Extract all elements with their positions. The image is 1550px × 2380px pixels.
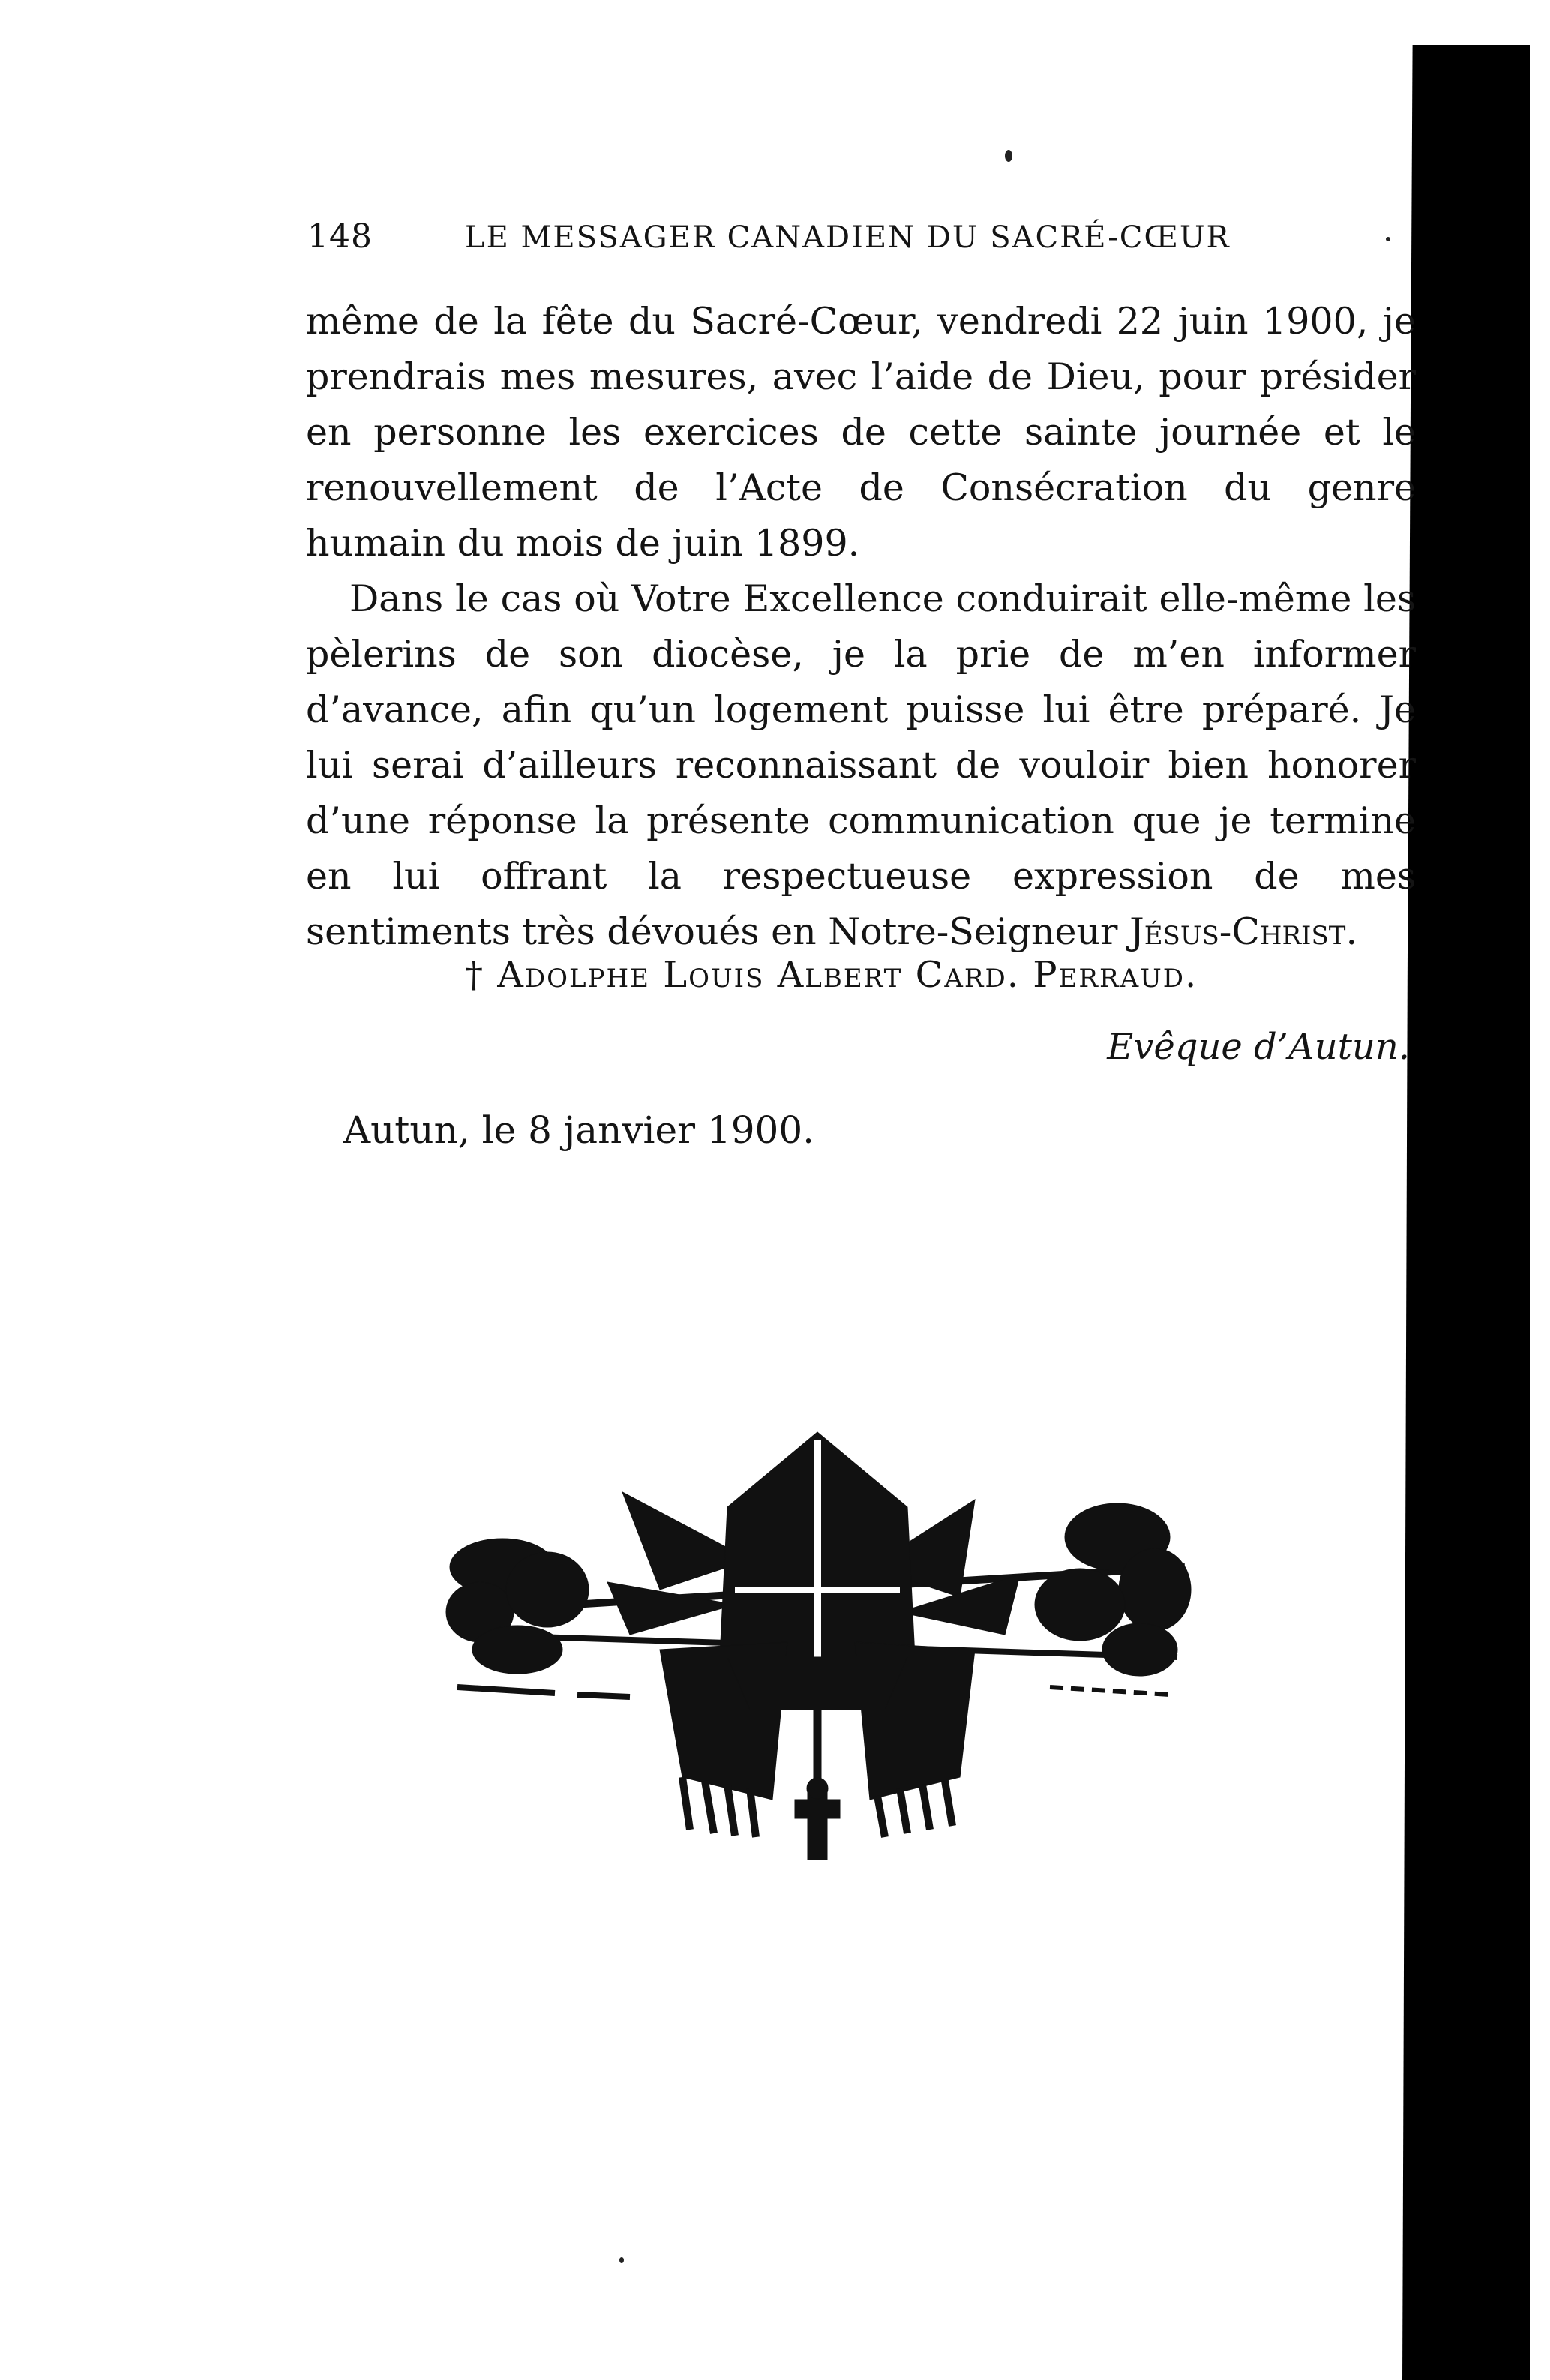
running-head-title: LE MESSAGER CANADIEN DU SACRÉ-CŒUR xyxy=(465,220,1231,255)
signature-name: † Adolphe Louis Albert Card. Perraud. xyxy=(465,954,1198,996)
print-speck xyxy=(619,2257,624,2263)
bishop-mitre-crozier-ornament-icon xyxy=(435,1410,1200,1890)
paragraph-2-end: . xyxy=(1345,910,1358,953)
scan-edge-shadow xyxy=(1402,45,1530,2380)
running-head xyxy=(307,217,1395,262)
place-and-date: Autun, le 8 janvier 1900. xyxy=(343,1108,815,1152)
print-speck xyxy=(1005,150,1012,162)
jesus-christ-name: Jésus-Christ xyxy=(1129,910,1346,953)
paragraph-1: même de la fête du Sacré-Cœur, vendredi 22 juin 1900, je prendrais mes mesures, avec l’aide de Dieu, pour présider en personne les exercices de cette sainte journée et le renouvellement de l’Acte de Consécration du genre humain du mois de juin 1899. xyxy=(306,300,1416,565)
paragraph-2 xyxy=(306,571,1416,960)
page-number: 148 xyxy=(307,217,373,256)
letter-body xyxy=(306,294,1416,960)
signature-title: Evêque d’Autun. xyxy=(1107,1026,1410,1068)
paragraph-2-text: Dans le cas où Votre Excellence conduirait elle-même les pèlerins de son diocèse, je la prie de m’en informer d’avance, afin qu’un logement puisse lui être préparé. Je lui serai d’ailleurs reconnaissant de vouloir bien honorer d’une réponse la présente communication que je termine en lui offrant la respectueuse expression de mes sentiments très dévoués en Notre-Seigneur xyxy=(306,577,1416,953)
